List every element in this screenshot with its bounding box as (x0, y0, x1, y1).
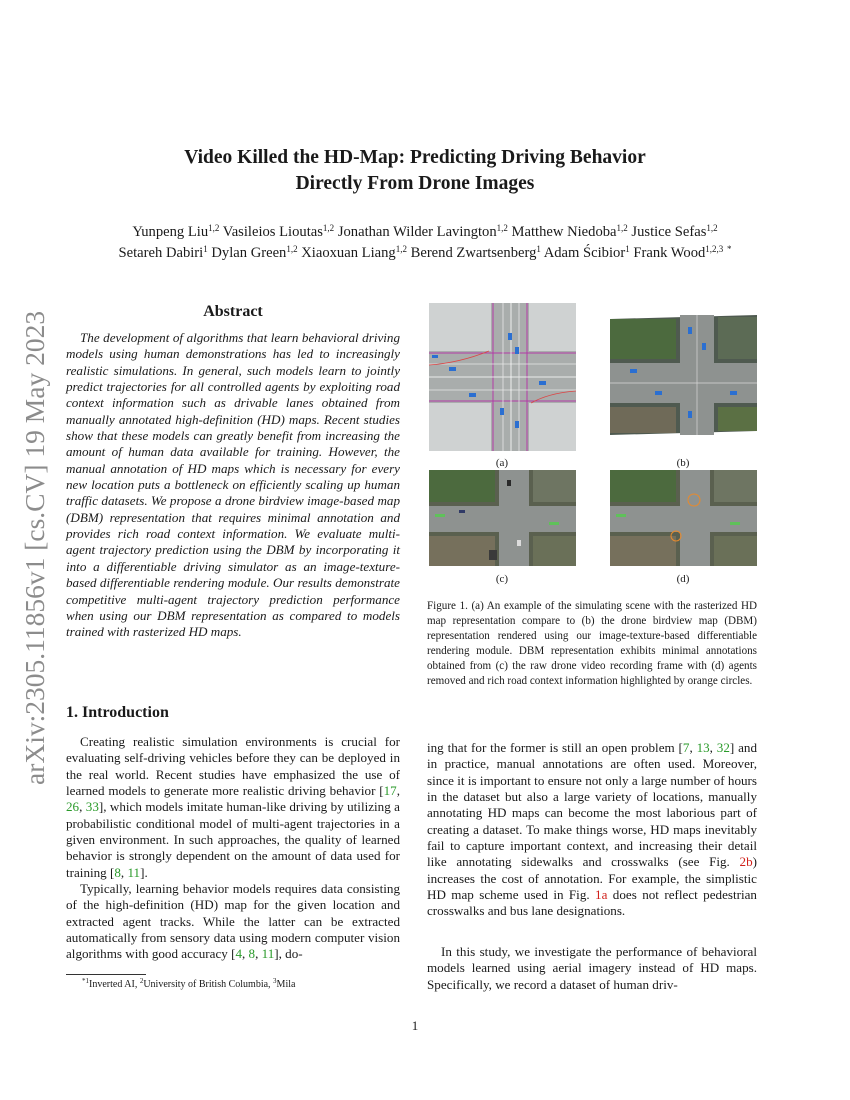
affiliation-mark: 1,2 (322, 223, 335, 233)
citation-link[interactable]: 11 (127, 864, 141, 880)
author: Frank Wood (633, 245, 706, 261)
affiliation-mark: 1 (203, 244, 208, 254)
text-run: ], do- (274, 946, 303, 962)
author: Xiaoxuan Liang (301, 245, 396, 261)
citation-link[interactable]: 17 (383, 783, 397, 799)
figure-panel-b-drone-map (610, 303, 757, 451)
citation-link[interactable]: 32 (716, 740, 730, 755)
affiliation: Inverted AI, (89, 979, 140, 990)
text-run: does not reflect pedestrian crosswalks and bus lane designations. (427, 887, 757, 919)
affiliation-mark: 1,2,3 (705, 244, 724, 254)
figure-caption: Figure 1. (a) An example of the simulating scene with the rasterized HD map representation compare to (b) the drone birdview map (DBM) representation rendered using our image-texture-based differentiable rendering module. DBM representation exhibits minimal annotations obtained from (c) the raw drone video recording frame with (d) agents removed and rich road context information highlighted by orange circles. (427, 600, 757, 688)
affiliation-mark: 1,2 (616, 223, 628, 233)
figure-label-a: (a) (495, 457, 509, 469)
author: Yunpeng Liu (132, 224, 209, 240)
author-line-1 (60, 222, 790, 243)
citation-link[interactable]: 8 (248, 946, 256, 962)
figure-label-c: (c) (495, 573, 509, 585)
figure-panel-c-raw-frame (429, 470, 576, 566)
arxiv-stamp (6, 285, 58, 790)
abstract-heading: Abstract (203, 303, 263, 320)
author: Vasileios Lioutas (222, 224, 323, 240)
affiliation-number: 1 (85, 977, 89, 985)
title-line-2: Directly From Drone Images (295, 173, 535, 194)
text-run: ing that for the former is still an open problem [ (427, 740, 683, 755)
footnote-mark: * (82, 977, 86, 985)
figure-label-d: (d) (676, 573, 690, 585)
figure-panel-d-agents-removed (610, 470, 757, 566)
author: Setareh Dabiri (118, 245, 204, 261)
text-run: ]. (140, 864, 148, 880)
title-line-1: Video Killed the HD-Map: Predicting Driving Behavior (184, 147, 646, 168)
text-run: ], which models imitate human-like driving by utilizing a probabilistic conditional model of multi-agent trajectories in a given environment. In such approaches, the quality of learned behavior is strongly dependent on the amount of data used for training [ (66, 799, 400, 880)
footnote-mark: * (726, 244, 732, 254)
footnote (82, 979, 295, 990)
affiliation-number: 2 (139, 977, 144, 985)
figure-label-b: (b) (676, 457, 690, 469)
affiliation-mark: 1,2 (706, 223, 718, 233)
abstract-text: The development of algorithms that learn behavioral driving models using human demonstrations has led to increasingly realistic simulations. In general, such models learn to jointly predict trajectories for all controlled agents by exploiting road context information such as drivable lanes obtained from manually annotated high-definition (HD) maps. Recent studies show that these models can greatly benefit from increasing the amount of human data available for training. However, the manual annotation of HD maps which is necessary for every new location puts a bottleneck on efficiently scaling up human traffic datasets. We propose a drone birdview image-based map (DBM) representation that requires minimal annotation and provides rich road context information. We evaluate multi-agent trajectory prediction using the DBM by incorporating it into a differentiable driving simulator as an image-texture-based differentiable rendering module. Our results demonstrate competitive multi-agent trajectory prediction performance when using our DBM representation as compared to models trained with rasterized HD maps. (66, 330, 400, 640)
author: Matthew Niedoba (511, 224, 617, 240)
figure-reference-link[interactable]: 1a (595, 887, 608, 903)
text-run: Creating realistic simulation environments is crucial for evaluating self-driving vehicles before they can be deployed in the real world. Recent studies have emphasized the use of learned models to generate more realistic driving behavior [ (66, 734, 400, 799)
citation-link[interactable]: 4 (235, 946, 242, 962)
citation-link[interactable]: 8 (114, 864, 121, 880)
text-run: ] and in practice, manual annotations are often used. Moreover, since it is important to ensure not only a large number of hours in the dataset but also a large variety of locations, manually annotating HD maps can become the most laborious part of creating a dataset. To make things worse, HD maps inevitably fail to capture important context, and increasing their detail like annotating sidewalks and crosswalks (see Fig. (427, 740, 758, 870)
intro-paragraph-2: Typically, learning behavior models requires data consisting of the high-definition (HD) map for the given location and extracted agent tracks. While the latter can be extracted automatically from sensory data using modern computer vision algorithms with good accuracy [4, 8, 11], do- (66, 881, 400, 962)
affiliation-mark: 1,2 (286, 244, 298, 254)
section-heading-introduction: 1. Introduction (66, 704, 169, 721)
intro-paragraph-1: Creating realistic simulation environments is crucial for evaluating self-driving vehicles before they can be deployed in the real world. Recent studies have emphasized the use of learned models to generate more realistic driving behavior [17, 26, 33], which models imitate human-like driving by utilizing a probabilistic conditional model of multi-agent trajectories in a given environment. In such approaches, the quality of learned behavior is strongly dependent on the amount of data used for training [8, 11]. (66, 734, 400, 880)
author: Jonathan Wilder Lavington (337, 224, 497, 240)
citation-link[interactable]: 7 (682, 740, 690, 755)
intro-paragraph-2-continued: ing that for the former is still an open problem [7, 13, 32] and in practice, manual annotations are often used. Moreover, since it is important to ensure not only a large number of hours in the dataset but also a large variety of locations, manually annotating HD maps can become the most laborious part of creating a dataset. To make things worse, HD maps inevitably fail to capture important context, and increasing their detail like annotating sidewalks and crosswalks (see Fig. 2b) increases the cost of annotation. For example, the simplistic HD map scheme used in Fig. 1a does not reflect pedestrian crosswalks and bus lane designations. (427, 740, 758, 919)
author-list (60, 222, 790, 264)
citation-link[interactable]: 11 (261, 946, 275, 962)
paper-title (100, 145, 730, 197)
affiliation: Mila (276, 979, 296, 990)
affiliation-mark: 1,2 (496, 223, 508, 233)
affiliation-mark: 1 (536, 244, 541, 254)
citation-link[interactable]: 13 (696, 740, 710, 755)
author: Berend Zwartsenberg (410, 245, 537, 261)
figure-reference-link[interactable]: 2b (739, 854, 753, 870)
page-number: 1 (411, 1018, 419, 1033)
citation-link[interactable]: 33 (85, 799, 99, 815)
intro-paragraph-3: In this study, we investigate the performance of behavioral models learned using aerial imagery instead of HD maps. Specifically, we record a dataset of human driv- (427, 944, 757, 992)
author-line-2 (60, 243, 790, 264)
affiliation-mark: 1,2 (395, 244, 407, 254)
text-run: Typically, learning behavior models requires data consisting of the high-definition (HD) map for the given location and extracted agent tracks. While the latter can be extracted automatically from sensory data using modern computer vision algorithms with good accuracy [ (66, 881, 400, 962)
figure-panel-a-hd-map (429, 303, 576, 451)
affiliation-mark: 1,2 (208, 223, 220, 233)
footnote-rule (66, 974, 146, 975)
affiliation: University of British Columbia, (143, 979, 274, 990)
author: Justice Sefas (631, 224, 707, 240)
text-run: ) increases the cost of annotation. For example, the simplistic HD map scheme used in Fig. (427, 854, 757, 903)
author: Dylan Green (211, 245, 287, 261)
citation-link[interactable]: 26 (66, 799, 80, 815)
affiliation-mark: 1 (625, 244, 630, 254)
affiliation-number: 3 (273, 977, 277, 985)
author: Adam Ścibior (543, 245, 626, 261)
arxiv-stamp-text: arXiv:2305.11856v1 [cs.CV] 19 May 2023 (19, 310, 50, 785)
